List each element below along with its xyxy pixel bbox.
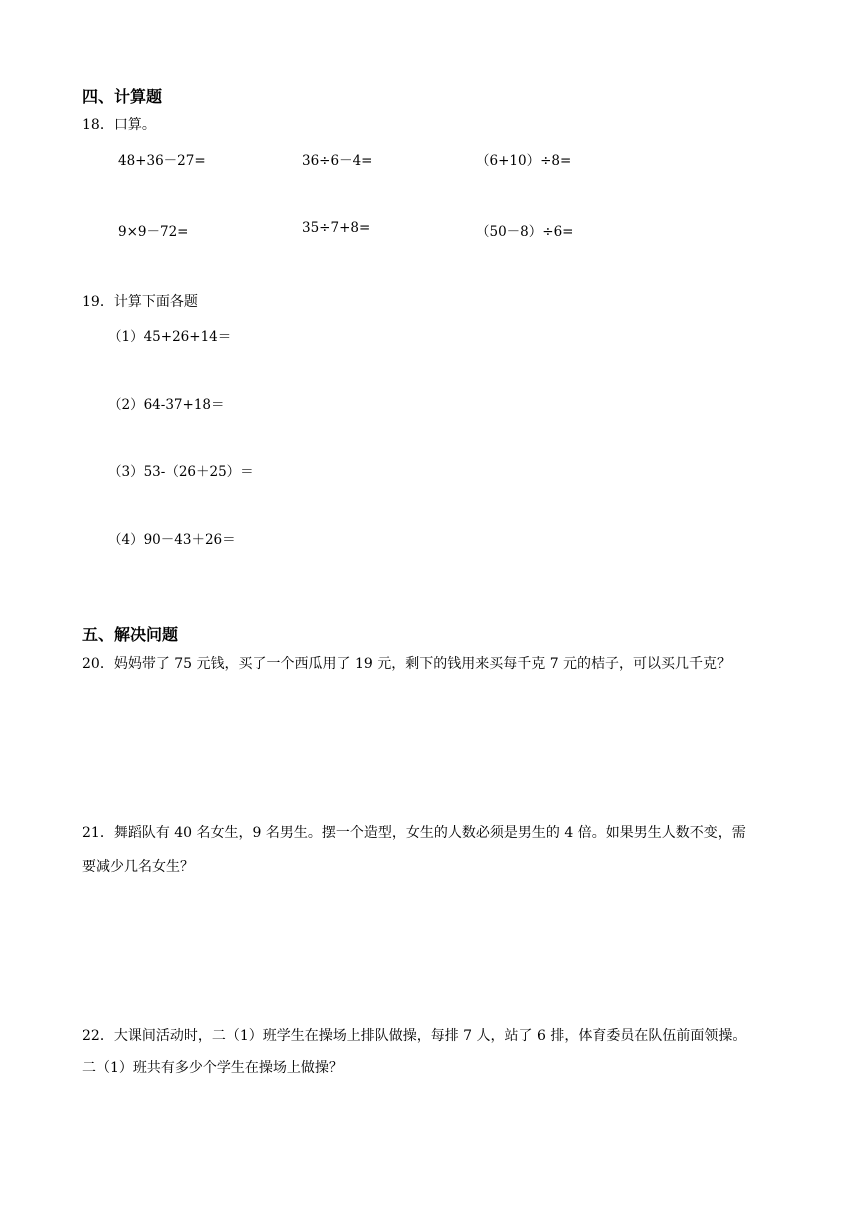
calc-item: （1）45+26+14＝ <box>108 329 232 345</box>
question-21-text-line1: 21．舞蹈队有 40 名女生，9 名男生。摆一个造型，女生的人数必须是男生的 4 倍。如果男生人数不变，需 <box>82 825 746 841</box>
calc-item: （3）53-（26＋25）＝ <box>108 464 254 480</box>
oral-calc-item: （6+10）÷8= <box>476 153 572 169</box>
oral-calc-item: 48+36－27= <box>118 153 206 169</box>
question-22-text-line2: 二（1）班共有多少个学生在操场上做操？ <box>82 1060 343 1076</box>
section-heading-problem-solving: 五、解决问题 <box>82 625 179 644</box>
calc-item: （2）64-37+18＝ <box>108 397 225 413</box>
section-heading-calculation: 四、计算题 <box>82 87 163 106</box>
question-18-label: 18．口算。 <box>82 117 156 133</box>
calc-item: （4）90－43＋26＝ <box>108 532 236 548</box>
question-21-text-line2: 要减少几名女生？ <box>82 859 194 875</box>
oral-calc-item: 35÷7+8= <box>302 220 371 236</box>
question-20-text: 20．妈妈带了 75 元钱，买了一个西瓜用了 19 元，剩下的钱用来买每千克 7 元的桔子，可以买几千克？ <box>82 656 732 672</box>
question-19-label: 19．计算下面各题 <box>82 294 198 310</box>
oral-calc-item: 9×9－72= <box>118 224 189 240</box>
oral-calc-item: （50－8）÷6= <box>476 224 574 240</box>
question-22-text-line1: 22．大课间活动时，二（1）班学生在操场上排队做操，每排 7 人，站了 6 排，体育委员在队伍前面领操。 <box>82 1028 747 1044</box>
oral-calc-item: 36÷6－4= <box>302 153 373 169</box>
